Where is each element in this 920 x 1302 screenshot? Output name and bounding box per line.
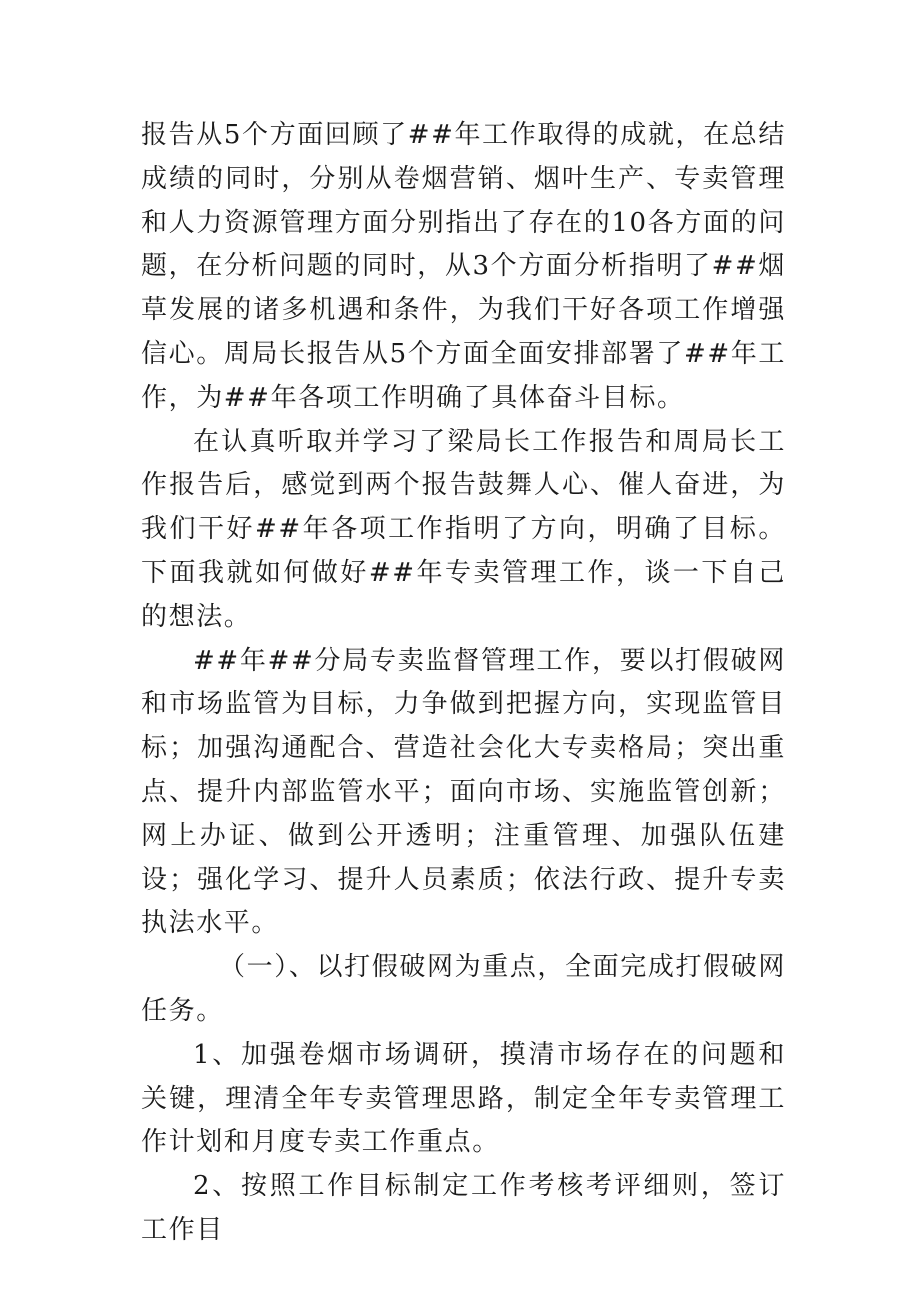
paragraph-impression: 在认真听取并学习了梁局长工作报告和周局长工作报告后，感觉到两个报告鼓舞人心、催人奋进，为我们干好##年各项工作指明了方向，明确了目标。下面我就如何做好##年专卖管理工作，谈一下自己的想法。 [141, 426, 786, 632]
document-body [141, 114, 786, 1253]
list-item-2: 2、按照工作目标制定工作考核考评细则，签订工作目 [141, 1171, 786, 1245]
paragraph-summary: 报告从5个方面回顾了##年工作取得的成就，在总结成绩的同时，分别从卷烟营销、烟叶生产、专卖管理和人力资源管理方面分别指出了存在的10各方面的问题，在分析问题的同时，从3个方面分析指明了##烟草发展的诸多机遇和条件，为我们干好各项工作增强信心。周局长报告从5个方面全面安排部署了##年工作，为##年各项工作明确了具体奋斗目标。 [141, 120, 786, 413]
section-heading-1: （一）、以打假破网为重点，全面完成打假破网任务。 [141, 952, 786, 1026]
paragraph-goals: ##年##分局专卖监督管理工作，要以打假破网和市场监管为目标，力争做到把握方向，实现监管目标；加强沟通配合、营造社会化大专卖格局；突出重点、提升内部监管水平；面向市场、实施监管创新；网上办证、做到公开透明；注重管理、加强队伍建设；强化学习、提升人员素质；依法行政、提升专卖执法水平。 [141, 645, 786, 939]
list-item-1: 1、加强卷烟市场调研，摸清市场存在的问题和关键，理清全年专卖管理思路，制定全年专卖管理工作计划和月度专卖工作重点。 [141, 1039, 786, 1158]
